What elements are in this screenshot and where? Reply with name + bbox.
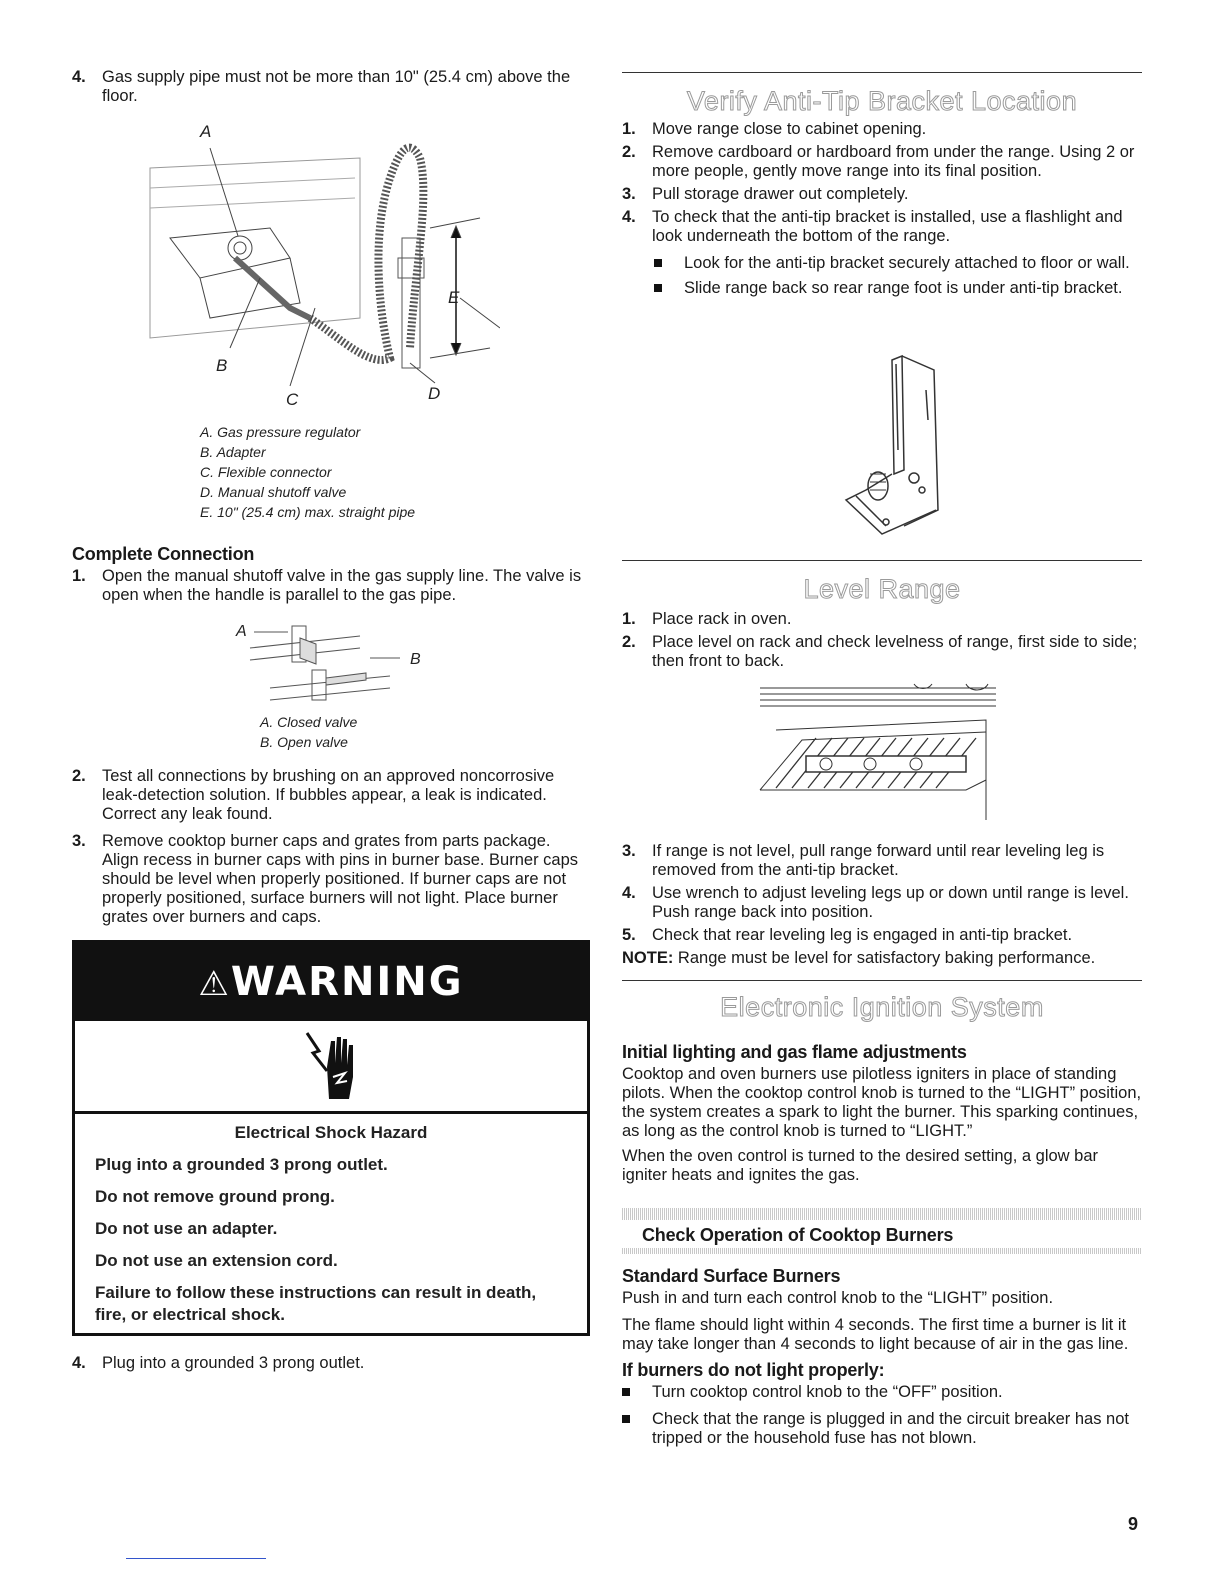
gas-pipe-step xyxy=(72,68,590,106)
bullet-text: Slide range back so rear range foot is under anti-tip bracket. xyxy=(684,279,1123,297)
step-text: To check that the anti-tip bracket is installed, use a flashlight and look underneath the bottom of the range. xyxy=(652,208,1123,245)
paragraph: The flame should light within 4 seconds. The first time a burner is lit it may take longer than 4 seconds to light because of air in the gas line. xyxy=(622,1316,1129,1353)
hatched-divider xyxy=(622,1208,1142,1220)
step-item xyxy=(622,633,1142,671)
step-number: 4. xyxy=(622,208,636,226)
caption: B. Open valve xyxy=(260,734,348,750)
figure-captions xyxy=(200,422,415,522)
hazard-symbol-area xyxy=(75,1021,587,1114)
warning-title: WARNING xyxy=(230,959,464,1005)
step-item xyxy=(72,767,590,824)
step-text: Check that rear leveling leg is engaged in anti-tip bracket. xyxy=(652,926,1073,944)
level-steps-b xyxy=(622,842,1142,974)
valve-label-a: A xyxy=(236,623,247,640)
step-text: Test all connections by brushing on an approved noncorrosive leak-detection solution. If bubbles appear, a leak is indicated. Correct any leak found. xyxy=(102,767,555,823)
warning-text xyxy=(75,1114,587,1326)
left-column xyxy=(72,68,590,110)
section-heading: Complete Connection xyxy=(72,544,255,564)
warning-line: Do not use an extension cord. xyxy=(95,1251,338,1270)
plug-step xyxy=(72,1354,590,1377)
valve-illustration xyxy=(240,618,410,706)
bullet-text: Turn cooktop control knob to the “OFF” position. xyxy=(652,1383,1003,1401)
bullet-text: Look for the anti-tip bracket securely attached to floor or wall. xyxy=(684,254,1130,272)
section-divider xyxy=(622,72,1142,73)
figure-label-a: A xyxy=(200,122,212,141)
list-item xyxy=(622,1383,1142,1402)
step-text: Place level on rack and check levelness of range, first side to side; then front to back. xyxy=(652,633,1138,670)
step-number: 5. xyxy=(622,926,636,944)
level-on-rack-illustration xyxy=(756,680,996,826)
warning-line: Plug into a grounded 3 prong outlet. xyxy=(95,1155,388,1174)
step-number: 3. xyxy=(72,832,86,850)
section-divider xyxy=(622,980,1142,981)
anti-tip-section xyxy=(622,120,1142,304)
anti-tip-title: Verify Anti-Tip Bracket Location xyxy=(686,86,1078,116)
anti-tip-bracket-illustration xyxy=(826,350,956,542)
caption: C. Flexible connector xyxy=(200,464,332,480)
caption: A. Gas pressure regulator xyxy=(200,424,361,440)
figure-label-e: E xyxy=(448,288,460,307)
step-number: 4. xyxy=(622,884,636,902)
step-item xyxy=(72,1354,590,1373)
valve-label-b: B xyxy=(410,651,421,668)
bullet-list xyxy=(622,254,1142,298)
step-text: Remove cardboard or hardboard from under the range. Using 2 or more people, gently move range into its final position. xyxy=(652,143,1135,180)
step-number: 3. xyxy=(622,185,636,203)
list-item xyxy=(654,254,1142,273)
warning-line: Do not use an adapter. xyxy=(95,1219,278,1238)
step-number: 2. xyxy=(72,767,86,785)
step-item xyxy=(622,143,1142,181)
bullet-square-icon xyxy=(622,1415,630,1423)
standard-burners-section xyxy=(622,1266,1142,1454)
step-item xyxy=(622,842,1142,880)
paragraph: Push in and turn each control knob to the “LIGHT” position. xyxy=(622,1289,1054,1307)
hatched-divider xyxy=(622,1248,1142,1254)
caption: D. Manual shutoff valve xyxy=(200,484,347,500)
list-item xyxy=(654,279,1142,298)
bullet-square-icon xyxy=(622,1388,630,1396)
note xyxy=(622,949,1142,968)
subsection-heading: Initial lighting and gas flame adjustments xyxy=(622,1042,967,1062)
note-label: NOTE: xyxy=(622,949,674,967)
bullet-square-icon xyxy=(654,284,662,292)
connection-steps xyxy=(72,767,590,931)
step-number: 2. xyxy=(622,633,636,651)
step-text: Place rack in oven. xyxy=(652,610,792,628)
bullet-square-icon xyxy=(654,259,662,267)
step-text: Open the manual shutoff valve in the gas supply line. The valve is open when the handle is parallel to the gas pipe. xyxy=(102,567,582,604)
figure-label-b: B xyxy=(216,356,228,375)
hazard-title: Electrical Shock Hazard xyxy=(234,1123,428,1142)
step-text: Use wrench to adjust leveling legs up or down until range is level. Push range back into position. xyxy=(652,884,1129,921)
paragraph: When the oven control is turned to the desired setting, a glow bar igniter heats and ignites the gas. xyxy=(622,1147,1099,1184)
list-item xyxy=(622,1410,1142,1448)
step-number: 4. xyxy=(72,68,86,86)
step-number: 3. xyxy=(622,842,636,860)
paragraph: Cooktop and oven burners use pilotless igniters in place of standing pilots. When the cooktop control knob is turned to the “LIGHT” position, the system creates a spark to light the burner. This sparking continues, as long as the control knob is turned to “LIGHT.” xyxy=(622,1065,1142,1140)
caption: E. 10" (25.4 cm) max. straight pipe xyxy=(200,504,416,520)
step-number: 2. xyxy=(622,143,636,161)
footer-rule xyxy=(126,1558,266,1559)
step-item xyxy=(622,120,1142,139)
gas-connection-illustration xyxy=(140,118,500,418)
section-divider xyxy=(622,560,1142,561)
step-item xyxy=(622,926,1142,945)
step-number: 1. xyxy=(622,120,636,138)
step-item xyxy=(622,208,1142,246)
figure-label-d: D xyxy=(428,384,441,403)
note-text: Range must be level for satisfactory baking performance. xyxy=(673,949,1096,967)
step-item xyxy=(622,185,1142,204)
page-number: 9 xyxy=(1128,1514,1139,1534)
caption: A. Closed valve xyxy=(260,714,358,730)
valve-captions xyxy=(260,712,357,752)
subsection-heading: If burners do not light properly: xyxy=(622,1360,885,1380)
level-steps-a xyxy=(622,610,1142,675)
step-item xyxy=(622,610,1142,629)
subsection-heading: Standard Surface Burners xyxy=(622,1266,841,1286)
step-text: Move range close to cabinet opening. xyxy=(652,120,927,138)
warning-header xyxy=(75,943,587,1021)
warning-line: Failure to follow these instructions can result in death, fire, or electrical shock. xyxy=(95,1283,537,1324)
warning-line: Do not remove ground prong. xyxy=(95,1187,335,1206)
caption: B. Adapter xyxy=(200,444,266,460)
step-text: Pull storage drawer out completely. xyxy=(652,185,909,203)
electric-shock-hand-icon xyxy=(303,1027,363,1107)
check-operation-heading: Check Operation of Cooktop Burners xyxy=(642,1225,954,1245)
step-text: Remove cooktop burner caps and grates from parts package. Align recess in burner caps with pins in burner base. Burner caps should be level when properly positioned. If burner caps are not properly positioned, surface burners will not light. Place burner grates over burners and caps. xyxy=(102,832,578,926)
bullet-text: Check that the range is plugged in and the circuit breaker has not tripped or the household fuse has not blown. xyxy=(652,1410,1129,1447)
step-number: 4. xyxy=(72,1354,86,1372)
step-number: 1. xyxy=(622,610,636,628)
step-item xyxy=(72,832,590,927)
step-item xyxy=(622,884,1142,922)
step-text: Plug into a grounded 3 prong outlet. xyxy=(102,1354,365,1372)
warning-box xyxy=(72,940,590,1336)
ignition-section xyxy=(622,1042,1142,1191)
figure-label-c: C xyxy=(286,390,299,409)
complete-connection-section xyxy=(72,544,590,609)
level-range-title: Level Range xyxy=(803,574,961,604)
electronic-ignition-title: Electronic Ignition System xyxy=(720,992,1044,1022)
step-text: If range is not level, pull range forward until rear leveling leg is removed from the anti-tip bracket. xyxy=(652,842,1105,879)
step-text: Gas supply pipe must not be more than 10" (25.4 cm) above the floor. xyxy=(102,68,571,105)
step-number: 1. xyxy=(72,567,86,585)
step-item xyxy=(72,567,590,605)
warning-triangle-icon: ⚠ xyxy=(198,964,231,1004)
